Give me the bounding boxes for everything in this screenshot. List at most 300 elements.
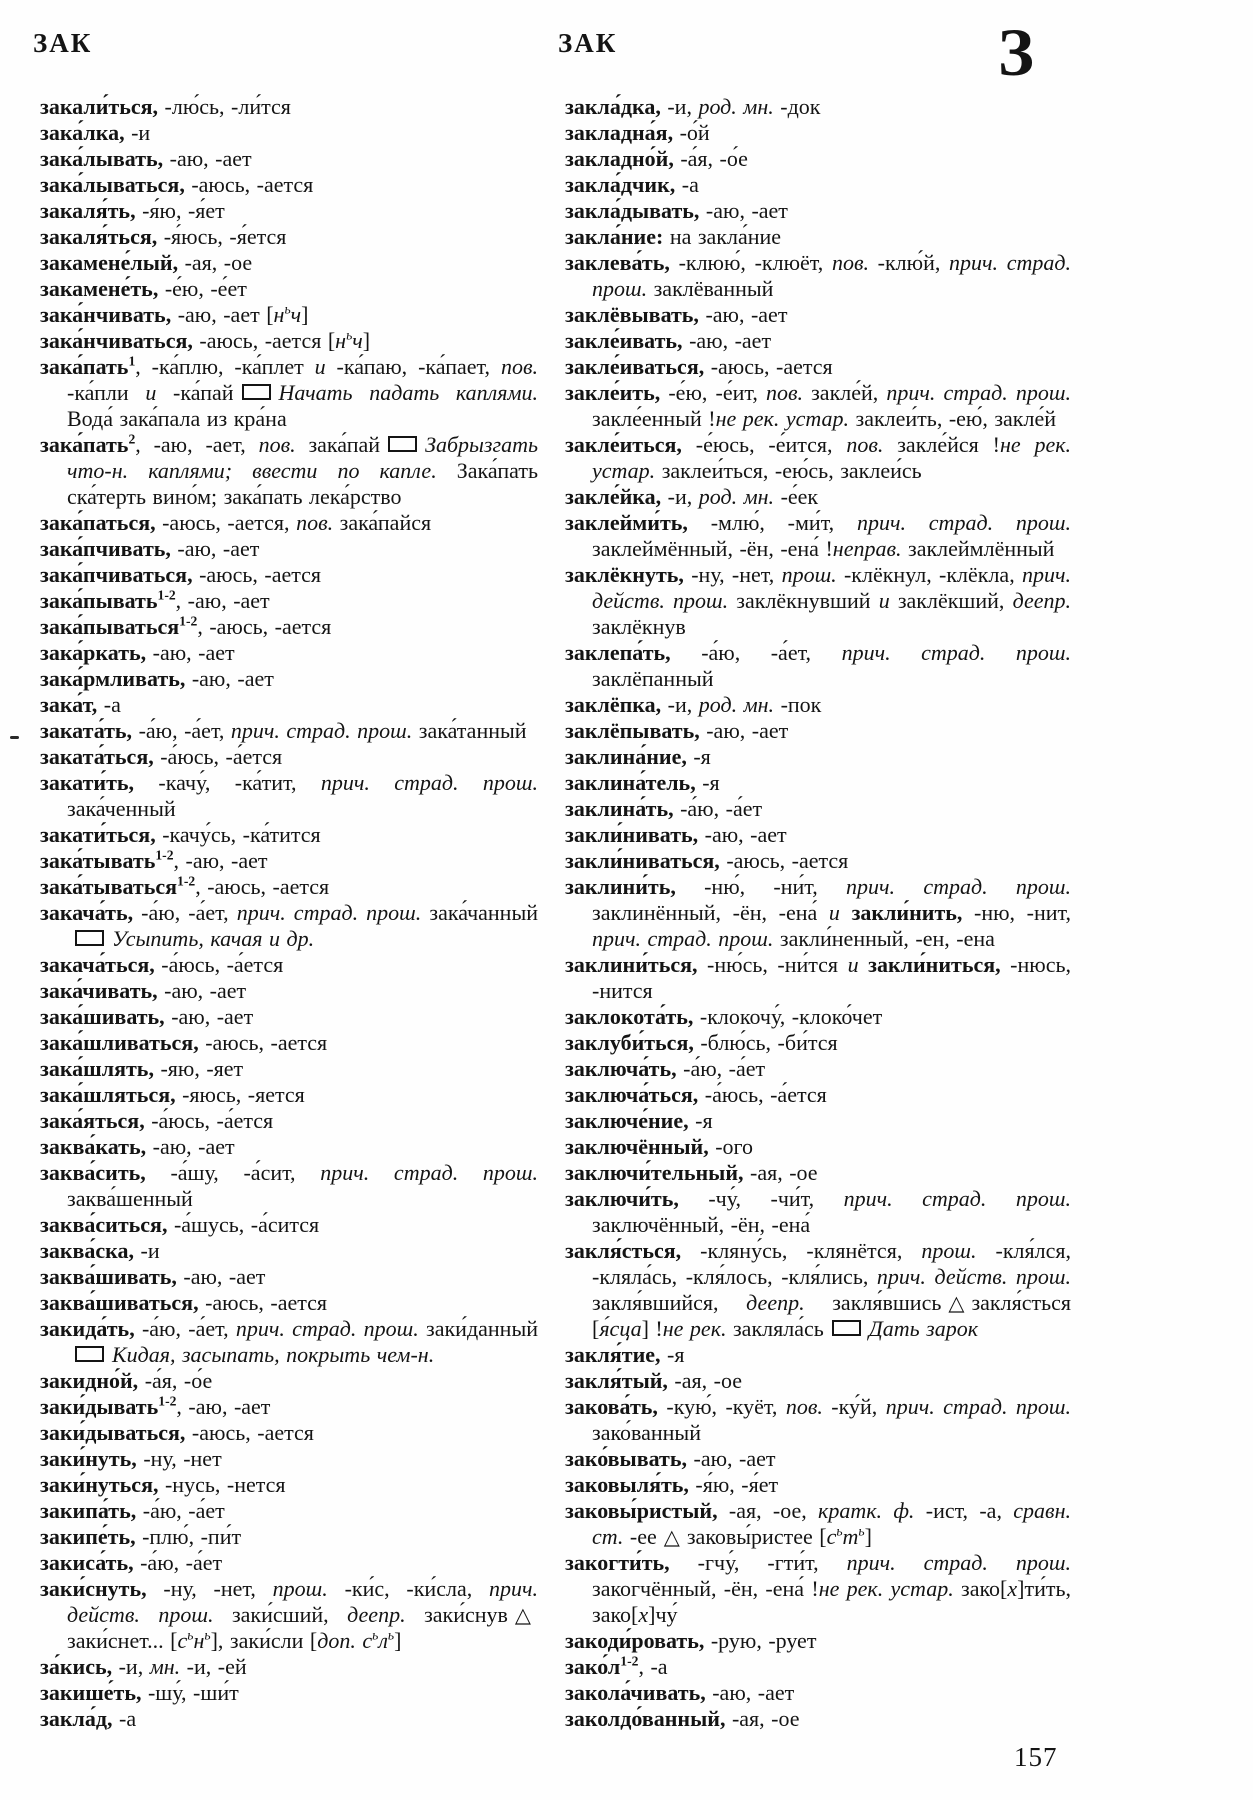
definition-rectangle-symbol [242,384,271,400]
entry-text: заклёванный [647,276,774,301]
entry-text: заклеймлённый [901,536,1055,561]
grammar-label: прич. действ. прош. [876,1264,1071,1289]
entry-text: -а́ю, -а́ет, [134,1316,236,1341]
entry-text: закля́сться [ [592,1290,1072,1341]
dictionary-entry [565,120,1071,146]
entry-text: на закла́ние [663,224,782,249]
headword: закла́дчик, [565,172,676,197]
headword: закле́йка, [565,484,662,509]
dictionary-entry [40,640,538,666]
headword: заква́ситься, [40,1212,168,1237]
grammar-label: прош. [272,1576,328,1601]
entry-text: -а́ю, -а́ет [136,1498,225,1523]
dictionary-entry [40,978,538,1004]
entry-text: закле́йся ! [883,432,1000,457]
headword: зака́лывать, [40,146,164,171]
headword-superscript: 1-2 [620,1653,639,1669]
entry-text: -а́я, -о́е [138,1368,213,1393]
definition-rectangle-symbol [388,436,417,452]
dictionary-entry [565,198,1071,224]
entry-text: -ну, -нет [136,1446,222,1471]
headword: заключи́ть, [565,1186,679,1211]
entry-text: закляла́сь [726,1316,824,1341]
entry-text: -аю, -ает [163,146,252,171]
headword: заква́шиваться, [40,1290,199,1315]
entry-text: -ого [708,1134,754,1159]
entry-text: -аю, -ает [ [171,302,274,327]
entry-text: -нусь, -нется [158,1472,286,1497]
entry-text: ] [362,328,371,353]
entry-text: , -аю, -ает [176,1394,271,1419]
dictionary-entry [40,614,538,640]
headword: заката́ть, [40,718,133,743]
entry-text: -аю, -ает [164,1004,254,1029]
headword: зака́тывать [40,848,156,873]
headword: заклокота́ть, [565,1004,694,1029]
dictionary-entry [40,1368,538,1394]
headword: заклини́ть, [565,874,676,899]
headword: заковыля́ть, [565,1472,689,1497]
entry-text: -ка́пай [156,380,234,405]
entry-text: закле́й, [803,380,887,405]
entry-text: -а [97,692,121,717]
grammar-label: прич. страд. прош. [843,1186,1071,1211]
grammar-label: прич. действ. прош. [592,562,1071,613]
entry-text: -а́ю, -а́ет [133,1550,223,1575]
left-column [40,94,538,1732]
headword: заклейми́ть, [565,510,688,535]
dictionary-entry [40,276,538,302]
dictionary-entry [565,1056,1071,1082]
grammar-label: ч [352,328,363,353]
entry-text: -док [773,94,821,119]
entry-text: -и, [661,484,699,509]
headword: закипа́ть, [40,1498,137,1523]
dictionary-entry [565,1082,1071,1108]
entry-text [859,952,869,977]
headword-superscript: 1-2 [157,587,176,603]
dictionary-entry [565,172,1071,198]
dictionary-entry [565,1030,1071,1056]
headword: закише́ть, [40,1680,142,1705]
entry-text: зака́пайся [333,510,432,535]
headword: закла́д, [40,1706,113,1731]
entry-text: -и [124,120,151,145]
headword: зака́яться, [40,1108,145,1133]
dictionary-entry [40,302,538,328]
dictionary-entry [40,1446,538,1472]
headword: закла́дывать, [565,198,700,223]
headword: закали́ться, [40,94,159,119]
grammar-label: прич. страд. прош. [846,1550,1071,1575]
dictionary-entry [40,1706,538,1732]
entry-text: -а́ю, -а́ет [673,796,763,821]
headword: зако́л [565,1654,621,1679]
headword: заклина́ть, [565,796,674,821]
headword: заключе́ние, [565,1108,689,1133]
entry-text: -ку́й, [822,1394,886,1419]
grammar-label: род. мн. [698,692,775,717]
entry-text: -аю, -ает [705,1680,795,1705]
headword: закле́ивать, [565,328,683,353]
entry-text: -клю́й, [869,250,950,275]
dictionary-entry [40,432,538,510]
headword: зака́нчивать, [40,302,172,327]
grammar-label: род. мн. [698,94,774,119]
entry-text: -клюю́, -клюёт, [669,250,832,275]
entry-text: -а́юсь, -а́ется [154,952,284,977]
dictionary-entry [565,1394,1071,1446]
dictionary-entry [40,562,538,588]
definition-rectangle-symbol [832,1320,861,1336]
headword-superscript: ь [204,1627,211,1643]
headword: закла́ние: [565,224,664,249]
dictionary-entry [565,1108,1071,1134]
entry-text: -аюсь, -ается [719,848,849,873]
entry-text: заклёпанный [592,666,714,691]
headword: заклёпывать, [565,718,700,743]
dictionary-entry [40,198,538,224]
entry-text: заклеи́ть, -ею́, закле́й [849,406,1057,431]
entry-text: , -аю, -ает [173,848,268,873]
entry-text: закля́вшись [804,1290,942,1315]
headword: закати́ться, [40,822,156,847]
grammar-label: Усыпить, качая и др. [112,926,315,951]
grammar-label: прич. страд. прош. [230,718,413,743]
entry-text: , -аю, -ает [175,588,270,613]
entry-text: ], заки́сли [ [210,1628,318,1653]
entry-text: зака́танный [412,718,527,743]
dictionary-entry [565,796,1071,822]
headword: закиса́ть, [40,1550,134,1575]
grammar-label: прич. страд. прош. [592,250,1071,301]
headword: закова́ть, [565,1394,658,1419]
headword: закли́ниться, [868,952,1001,977]
entry-text: -аюсь, -ается, [155,510,297,535]
entry-text: заклинённый, -ён, -ена́ [592,900,829,925]
entry-text: заклёкнувший [728,588,879,613]
grammar-label: и [878,588,890,613]
grammar-label: с [826,1524,837,1549]
grammar-label: пов. [296,510,334,535]
dictionary-entry [565,1628,1071,1654]
entry-text: заковы́ристее [ [686,1524,827,1549]
headword: закамене́ть, [40,276,159,301]
entry-text: -аю, -ает [698,822,787,847]
entry-text: -ая, -ое [178,250,253,275]
entry-text: -и, [660,94,699,119]
grammar-label: и [145,380,157,405]
headword: зака́шлять, [40,1056,154,1081]
grammar-label: н [193,1628,205,1653]
grammar-label: прич. страд. прош. [841,640,1071,665]
text-columns [40,94,1071,1732]
entry-text [840,900,852,925]
dictionary-entry [40,744,538,770]
grammar-label: неправ. [832,536,902,561]
entry-text: -а́юсь, -а́ется [698,1082,827,1107]
grammar-label: Забрызгать что-н. каплями; ввести по капле. [67,432,538,483]
headword: закле́иваться, [565,354,705,379]
dictionary-entry [40,1160,538,1212]
entry-text: -аю, -ает [682,328,772,353]
entry-text: -млю́, -ми́т, [687,510,857,535]
headword: заки́снуть, [40,1576,147,1601]
grammar-label: Дать зарок [868,1316,979,1341]
headword-superscript: ь [284,301,291,317]
entry-text: Зака́пать ска́терть вино́м; зака́пать лека́рство [67,458,539,509]
entry-text: заки́снет... [ [67,1628,178,1653]
headword: заклина́тель, [565,770,696,795]
entry-text: -аю, -ает [146,1134,235,1159]
dictionary-entry [40,1238,538,1264]
entry-text: закогчённый, -ён, -ена́ ! [592,1576,819,1601]
headword: зако́вывать, [565,1446,687,1471]
dictionary-entry [565,562,1071,640]
entry-text: -ее [623,1524,657,1549]
entry-text: -я́ю, -я́ет [688,1472,779,1497]
dictionary-entry [565,250,1071,302]
grammar-label: Начать падать каплями. [278,380,539,405]
headword: закли́нить, [851,900,963,925]
entry-text: ]чу́ [648,1602,678,1627]
page-number: 157 [1014,1742,1058,1772]
dictionary-entry [40,900,538,952]
dictionary-entry [40,874,538,900]
entry-text: -аюсь, -ается [184,172,314,197]
grammar-label: сравн. ст. [592,1498,1071,1549]
entry-text: зако[ [953,1576,1008,1601]
grammar-label: пов. [846,432,884,457]
dictionary-entry [40,172,538,198]
entry-text: -шу́, -ши́т [141,1680,239,1705]
entry-text: -я [660,1342,685,1367]
entry-text: -я [695,770,720,795]
entry-text: -и, [112,1654,150,1679]
grammar-label: х [638,1602,649,1627]
entry-text: -аю, -ает [170,536,260,561]
headword: закладно́й, [565,146,674,171]
grammar-label: н [335,328,347,353]
entry-text: , -аюсь, -ается [195,874,330,899]
headword: закамене́лый, [40,250,179,275]
headword: зака́шляться, [40,1082,176,1107]
dictionary-entry [565,328,1071,354]
dictionary-entry [40,1524,538,1550]
headword: заки́дывать [40,1394,159,1419]
grammar-label: и [314,354,326,379]
definition-rectangle-symbol [75,1346,104,1362]
entry-text: -аю, -ает [699,718,789,743]
dictionary-entry [40,588,538,614]
entry-text: закля́вшийся, [592,1290,747,1315]
grammar-label: прич. действ. прош. [67,1576,538,1627]
entry-text: -ню́сь, -ни́тся [697,952,848,977]
headword: заклепа́ть, [565,640,671,665]
entry-text: -кляну́сь, -клянётся, [681,1238,922,1263]
headword: закогти́ть, [565,1550,670,1575]
dictionary-entry [40,536,538,562]
entry-text: -нюсь, -нится [592,952,1071,1003]
headword-superscript: ь [858,1523,865,1539]
grammar-label: доп. с [317,1628,373,1653]
dictionary-entry [40,1394,538,1420]
headword: заковы́ристый, [565,1498,718,1523]
entry-text: ] [394,1628,402,1653]
headword: заки́дываться, [40,1420,186,1445]
dictionary-entry [565,1160,1071,1186]
grammar-label: т [842,1524,859,1549]
headword: зака́лываться, [40,172,185,197]
entry-text: -а́юсь, -а́ется [144,1108,274,1133]
headword: заква́сить, [40,1160,146,1185]
entry-text: -а́шу, -а́сит, [145,1160,321,1185]
entry-text: -аюсь, -ается [198,1290,328,1315]
dictionary-entry [40,1082,538,1108]
dictionary-entry [565,302,1071,328]
running-head-center: ЗАК [558,28,618,58]
headword: зака́пчивать, [40,536,171,561]
entry-text: -ню́, -ни́т, [675,874,847,899]
dictionary-entry [40,718,538,744]
headword: закаля́ться, [40,224,158,249]
entry-text: ] [301,302,309,327]
grammar-label: пов. [500,354,538,379]
headword: закидно́й, [40,1368,139,1393]
entry-text: -а́ю, -а́ет, [670,640,842,665]
headword-superscript: ь [187,1627,194,1643]
grammar-label: деепр. [347,1602,406,1627]
grammar-label: не рек. [999,432,1072,457]
triangle-symbol: △ [514,1603,531,1627]
headword-superscript: ь [346,327,353,343]
entry-text: -и, -ей [180,1654,247,1679]
entry-text: -ист, -а, [914,1498,1014,1523]
entry-text: -аюсь, -ается [192,562,322,587]
grammar-label: мн. [149,1654,181,1679]
dictionary-entry [40,1654,538,1680]
dictionary-entry [40,1680,538,1706]
grammar-label: прич. страд. прош. [236,900,422,925]
grammar-label: пов. [785,1394,823,1419]
entry-text: -а́я, -о́е [673,146,748,171]
grammar-label: не рек. устар. [818,1576,954,1601]
definition-rectangle-symbol [75,930,104,946]
entry-text: -лю́сь, -ли́тся [158,94,291,119]
dictionary-entry [565,432,1071,484]
headword: закля́тый, [565,1368,668,1393]
headword: зака́т, [40,692,98,717]
dictionary-entry [40,1212,538,1238]
margin-speck [10,736,19,739]
dictionary-entry [565,1004,1071,1030]
grammar-label: л [378,1628,388,1653]
entry-text: заклёкнув [592,614,686,639]
right-column [565,94,1071,1732]
entry-text: -а [675,172,699,197]
dictionary-entry [565,146,1071,172]
entry-text: -е́ю, -е́ет [158,276,247,301]
headword: зака́пываться [40,614,180,639]
entry-text: зако́ванный [592,1420,701,1445]
entry-text: , -а [638,1654,668,1679]
entry-text: -клёкнул, -клёкла, [836,562,1022,587]
dictionary-entry [565,718,1071,744]
grammar-label: н [273,302,285,327]
dictionary-entry [565,744,1071,770]
grammar-label: прич. страд. прош. [885,1394,1071,1419]
dictionary-entry [565,1654,1071,1680]
entry-text: -яюсь, -яется [175,1082,305,1107]
entry-text: ] [864,1524,872,1549]
entry-text: зака́пай [295,432,381,457]
entry-text: -ая, -ое [743,1160,818,1185]
entry-text: -аюсь, -ается [ [192,328,336,353]
dictionary-entry [40,120,538,146]
dictionary-entry [565,1446,1071,1472]
dictionary-entry [565,484,1071,510]
entry-text: -чу́, -чи́т, [678,1186,844,1211]
grammar-label: прош. [781,562,837,587]
dictionary-entry [40,1004,538,1030]
grammar-label: ч [290,302,302,327]
entry-text: зака́чанный [421,900,539,925]
headword: зака́шивать, [40,1004,165,1029]
headword: закла́дка, [565,94,661,119]
dictionary-entry [40,1498,538,1524]
entry-text: -аюсь, -ается [704,354,833,379]
headword: заклёпка, [565,692,662,717]
dictionary-entry [565,224,1071,250]
entry-text: , -ка́плю, -ка́плет [135,354,315,379]
dictionary-entry [565,822,1071,848]
entry-text: Вода́ зака́пала из кра́на [67,406,287,431]
entry-text: закле́енный ! [592,406,716,431]
dictionary-entry [40,250,538,276]
entry-text: -качу́, -ка́тит, [134,770,321,795]
dictionary-entry [565,1706,1071,1732]
entry-text: ] ! [641,1316,663,1341]
entry-text: -яю, -яет [153,1056,244,1081]
dictionary-entry [565,1238,1071,1342]
grammar-label: устар. [592,458,656,483]
entry-text: -аюсь, -ается [198,1030,328,1055]
entry-text: -аю, -ает [176,1264,266,1289]
headword: зака́лка, [40,120,125,145]
grammar-label: прич. страд. прош. [592,926,774,951]
headword: закипе́ть, [40,1524,136,1549]
dictionary-entry [40,510,538,536]
entry-text: -а́ю, -а́ет, [133,900,237,925]
dictionary-entry [40,94,538,120]
dictionary-entry [565,1550,1071,1628]
headword: заква́шивать, [40,1264,177,1289]
headword: зака́паться, [40,510,156,535]
grammar-label: не рек. устар. [715,406,850,431]
dictionary-entry [565,1342,1071,1368]
entry-text: -о́й [673,120,710,145]
headword: зака́нчиваться, [40,328,193,353]
dictionary-entry [40,146,538,172]
entry-text: -аю, -ает [698,302,788,327]
headword: заки́нуться, [40,1472,159,1497]
headword: зака́пать [40,354,129,379]
headword: заключи́тельный, [565,1160,744,1185]
grammar-label: я́сца [599,1316,642,1341]
entry-text: -аю, -ает [157,978,247,1003]
entry-text: -аюсь, -ается [185,1420,314,1445]
dictionary-entry [40,952,538,978]
